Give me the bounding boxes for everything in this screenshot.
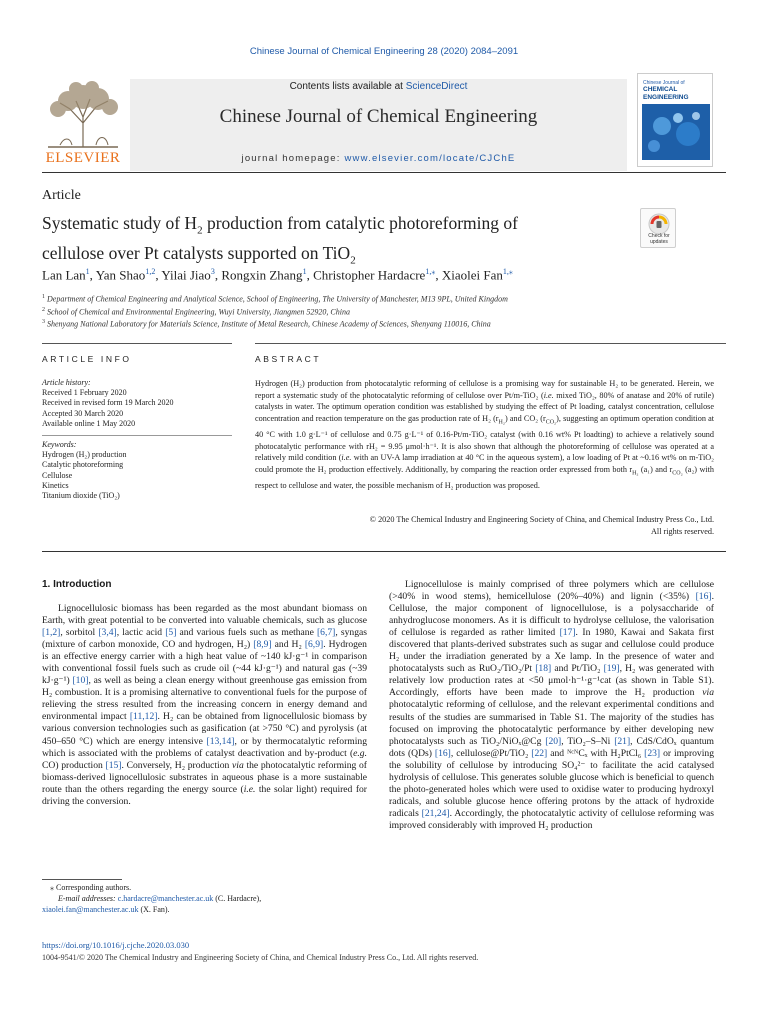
header-rule [42,172,726,173]
ref-link[interactable]: [17] [559,627,576,639]
ref-link[interactable]: [11,12] [129,711,158,723]
journal-title: Chinese Journal of Chemical Engineering [219,106,538,127]
email-link[interactable]: xiaolei.fan@manchester.ac.uk [42,905,139,914]
abstract-bottom-rule [42,551,726,552]
abstract-heading: ABSTRACT [255,354,322,364]
info-rule [42,343,232,344]
cover-title: Chinese Journal of CHEMICAL ENGINEERING [643,80,689,101]
contents-line: Contents lists available at ScienceDirect [289,81,468,92]
ref-link[interactable]: [15] [105,759,122,771]
author-list: Lan Lan$^1$, Yan Shao$^{1,2}$, Yilai Jiao$^3$, Rongxin Zhang$^1$, Christopher Hardacre$^{1,⁎}$, Xiaolei Fan$^{1,⁎}$ [42,267,513,283]
ref-link[interactable]: [16] [434,747,451,759]
affiliation-item: $^2$ School of Chemical and Environmental Engineering, Wuyi University, Jiangmen 52920, China [42,306,350,317]
article-info-heading: ARTICLE INFO [42,354,132,364]
keyword[interactable]: Catalytic photoreforming [42,460,124,470]
journal-cover-icon[interactable] [637,73,713,167]
affiliation-item: $^1$ Department of Chemical Engineering and Analytical Science, School of Engineering, The University of Manchester, M13 9PL, United Kingdom [42,294,508,304]
ref-link[interactable]: [10] [72,675,89,687]
keyword[interactable]: Hydrogen (H₂) production [42,450,127,460]
paper-title: Systematic study of $H_2$ production from catalytic photoreforming of cellulose over Pt catalysts supported on TiO$_2$ [42,213,518,266]
ref-link[interactable]: [18] [535,663,552,675]
keyword[interactable]: Titanium dioxide (TiO₂) [42,491,120,501]
ref-link[interactable]: [23] [644,747,661,759]
author-link[interactable]: Xiaolei Fan [441,267,503,283]
check-updates-label: Check for updates [648,233,670,245]
issn-line: 1004-9541/© 2020 The Chemical Industry and Engineering Society of China, and Chemical Industry Press Co., Ltd. All rights reserved. [42,953,479,962]
affiliation-item: $^3$ Shenyang National Laboratory for Materials Science, Institute of Metal Research, Chinese Academy of Sciences, Shenyang 110016, China [42,319,491,329]
body-column-right: Lignocellulose is mainly comprised of three polymers which are cellulose (>40% in wood stems), hemicellulose (20%–40%) and lignin (<35%) [16]. Cellulose, the major component of lignocellulose, is a polysaccharide of anhydroglucose monomers. As it is difficult to hydrolyse cellulose, the valorisation of cellulose is regarded as rather limited [17]. In 1980, Kawai and Sakata first discovered that plants-derived substrates such as sugar and cellulose could produce H₂ under the irradiation generated by a Xe lamp. In the presence of water and photocatalysts such as RuO₂/TiO₂/Pt [18] and Pt/TiO₂ [19], H₂ was generated with relatively low production rates at <50 μmol·h⁻¹·g⁻¹cat (as shown in Table S1). Accordingly, efforts have been made to improve the H₂ production via photocatalytic reforming of cellulose, and the relevant experimental conditions and results of the studies are summarised in Table S1. The majority of the studies has focused on improving the photocatalytic performance by either developing new photocatalysts such as TiO₂/NiOₓ@Cg [20], TiO₂–S–Ni [21], CdS/CdOₓ quantum dots (QDs) [16], cellulose@Pt/TiO₂ [22] and ᴺᶜᴺCₓ with H₂PtCl₆ [23] or improving the solubility of cellulose by introducing SO₄²⁻ to facilitate the acid catalysed hydrolysis of cellulose. This generates soluble glucose which is beneficial to quench the photo-generated holes which were used to oxidise water to producing hydroxyl radicals, and soluble glucose hence offering protons by the attack of hydroxide radicals [21,24]. Accordingly, the photocatalytic activity of cellulose reforming was improved considerably with improved H₂ production [389,579,714,831]
check-updates-icon[interactable] [640,208,676,248]
ref-link[interactable]: [22] [531,747,548,759]
ref-link[interactable]: [20] [545,735,562,747]
ref-link[interactable]: [13,14] [206,735,235,747]
ref-link[interactable]: [19] [603,663,620,675]
homepage-link[interactable]: www.elsevier.com/locate/CJChE [344,153,516,164]
abstract-rule [255,343,726,344]
article-info: Article history: Received 1 February 2020 Received in revised form 19 March 2020 Accepted 30 March 2020 Available online 1 May 2020 Keywords: Hydrogen (H₂) production Catalytic photoreforming Cellulose Kinetics Titanium dioxide (TiO₂) [42,378,232,501]
ref-link[interactable]: [21] [614,735,631,747]
doi-link[interactable]: https://doi.org/10.1016/j.cjche.2020.03.030 [42,940,190,950]
ref-link[interactable]: [6,7] [316,627,336,639]
article-type: Article [42,188,81,203]
author-link[interactable]: Lan Lan [42,267,86,283]
body-column-left: Lignocellulosic biomass has been regarded as the most abundant biomass on Earth, with great potential to be converted into valuable chemicals, such as glucose [1,2], sorbitol [3,4], lactic acid [5] and various fuels such as methane [6,7], syngas (mixture of carbon monoxide, CO and hydrogen, H₂) [8,9] and H₂ [6,9]. Hydrogen is an effective energy carrier with a high heat value of ~140 kJ·g⁻¹ in comparison with conventional fossil fuels such as crude oil (~44 kJ·g⁻¹) and natural gas (~39 kJ·g⁻¹) [10], as well as being a clean energy without greenhouse gas emission from H₂ combustion. It is a promising alternative to conventional fuels for the purpose of relieving the stress resulted from the increasing concern in energy demand and environmental impact [11,12]. H₂ can be obtained from lignocellulosic biomass by various conversion technologies such as gasification (at >750 °C) and pyrolysis (at 450–650 °C) which are energy intensive [13,14], or by thermocatalytic reforming which is associated with the problems of catalyst deactivation and by-product (e.g. CO) production [15]. Conversely, H₂ production via the photocatalytic reforming of biomass-derived lignocellulosic substrates in aqueous phase is a more sustainable route than the others regarding the energy source (i.e. the solar light) required for driving the conversion. [42,603,368,807]
corresponding-footnote: ⁎ Corresponding authors. E-mail addresses: c.hardacre@manchester.ac.uk (C. Hardacre), xiaolei.fan@manchester.ac.uk (X. Fan). [42,883,262,914]
author-link[interactable]: Christopher Hardacre [313,267,426,283]
ref-link[interactable]: [6,9] [304,639,324,651]
keyword[interactable]: Kinetics [42,480,69,490]
email-link[interactable]: c.hardacre@manchester.ac.uk [117,894,214,903]
history-item: Accepted 30 March 2020 [42,408,124,418]
sciencedirect-link[interactable]: ScienceDirect [405,81,468,92]
author-link[interactable]: Yilai Jiao [161,267,211,283]
affiliations [42,292,742,330]
abstract-copyright: © 2020 The Chemical Industry and Engineering Society of China, and Chemical Industry Press Co., Ltd. All rights reserved. [369,515,714,536]
history-item: Available online 1 May 2020 [42,418,136,428]
ref-link[interactable]: [16] [695,591,712,603]
ref-link[interactable]: [1,2] [42,627,61,639]
author-link[interactable]: Yan Shao [95,267,146,283]
journal-homepage: journal homepage: www.elsevier.com/locate/CJChE [241,153,516,164]
journal-citation[interactable]: Chinese Journal of Chemical Engineering 28 (2020) 2084–2091 [249,46,519,57]
ref-link[interactable]: [3,4] [98,627,117,639]
history-item: Received 1 February 2020 [42,388,127,398]
elsevier-tree-icon[interactable] [40,79,126,149]
ref-link[interactable]: [5] [165,627,177,639]
info-separator [42,435,232,436]
history-item: Received in revised form 19 March 2020 [42,398,174,408]
ref-link[interactable]: [21,24] [421,807,450,819]
abstract-text: Hydrogen (H₂) production from photocatalytic reforming of cellulose is a promising way for sustainable H₂ to be generated. Herein, we report a systematic study of the photocatalytic reforming of cellulose over Pt/m-TiO₂ (i.e. mixed TiO₂, 80% of anatase and 20% of rutile) catalysts in water. The optimum operation condition was established by studying the effect of Pt loading, catalyst concentration, cellulose concentration and reaction temperature on the gas production rate of H₂ $(r_{H_2})$ and CO₂ $(r_{CO_2})$, suggesting an optimum operation condition at 40 °C with 1.0 g·L⁻¹ of cellulose and 0.75 g·L⁻¹ of 0.16-Pt/m-TiO₂ catalyst (with 0.16 wt% Pt loadting) to achieve a relatively sound photocatalytic performance with rH₂ = 9.95 μmol·h⁻¹. It is also shown that although the photoreforming of cellulose was operated at a relatively mild condition (i.e. with an UV-A lamp irradiation at 40 °C in the aqueous system), a low loading of Pt at ~0.16 wt% on m-TiO₂ could promote the H₂ production effectively. Additionally, by comparing the reaction order expressed from both $r_{H_2}$ (a₁) and $r_{CO_2}$ (a₂) with respect to cellulose and water, the possible mechanism of H₂ production was proposed. [255,379,714,491]
section-title: 1. Introduction [42,579,112,590]
keyword[interactable]: Cellulose [42,470,73,480]
ref-link[interactable]: [8,9] [253,639,272,651]
elsevier-wordmark: ELSEVIER [45,150,121,166]
footnote-rule [42,879,122,880]
author-link[interactable]: Rongxin Zhang [221,267,303,283]
